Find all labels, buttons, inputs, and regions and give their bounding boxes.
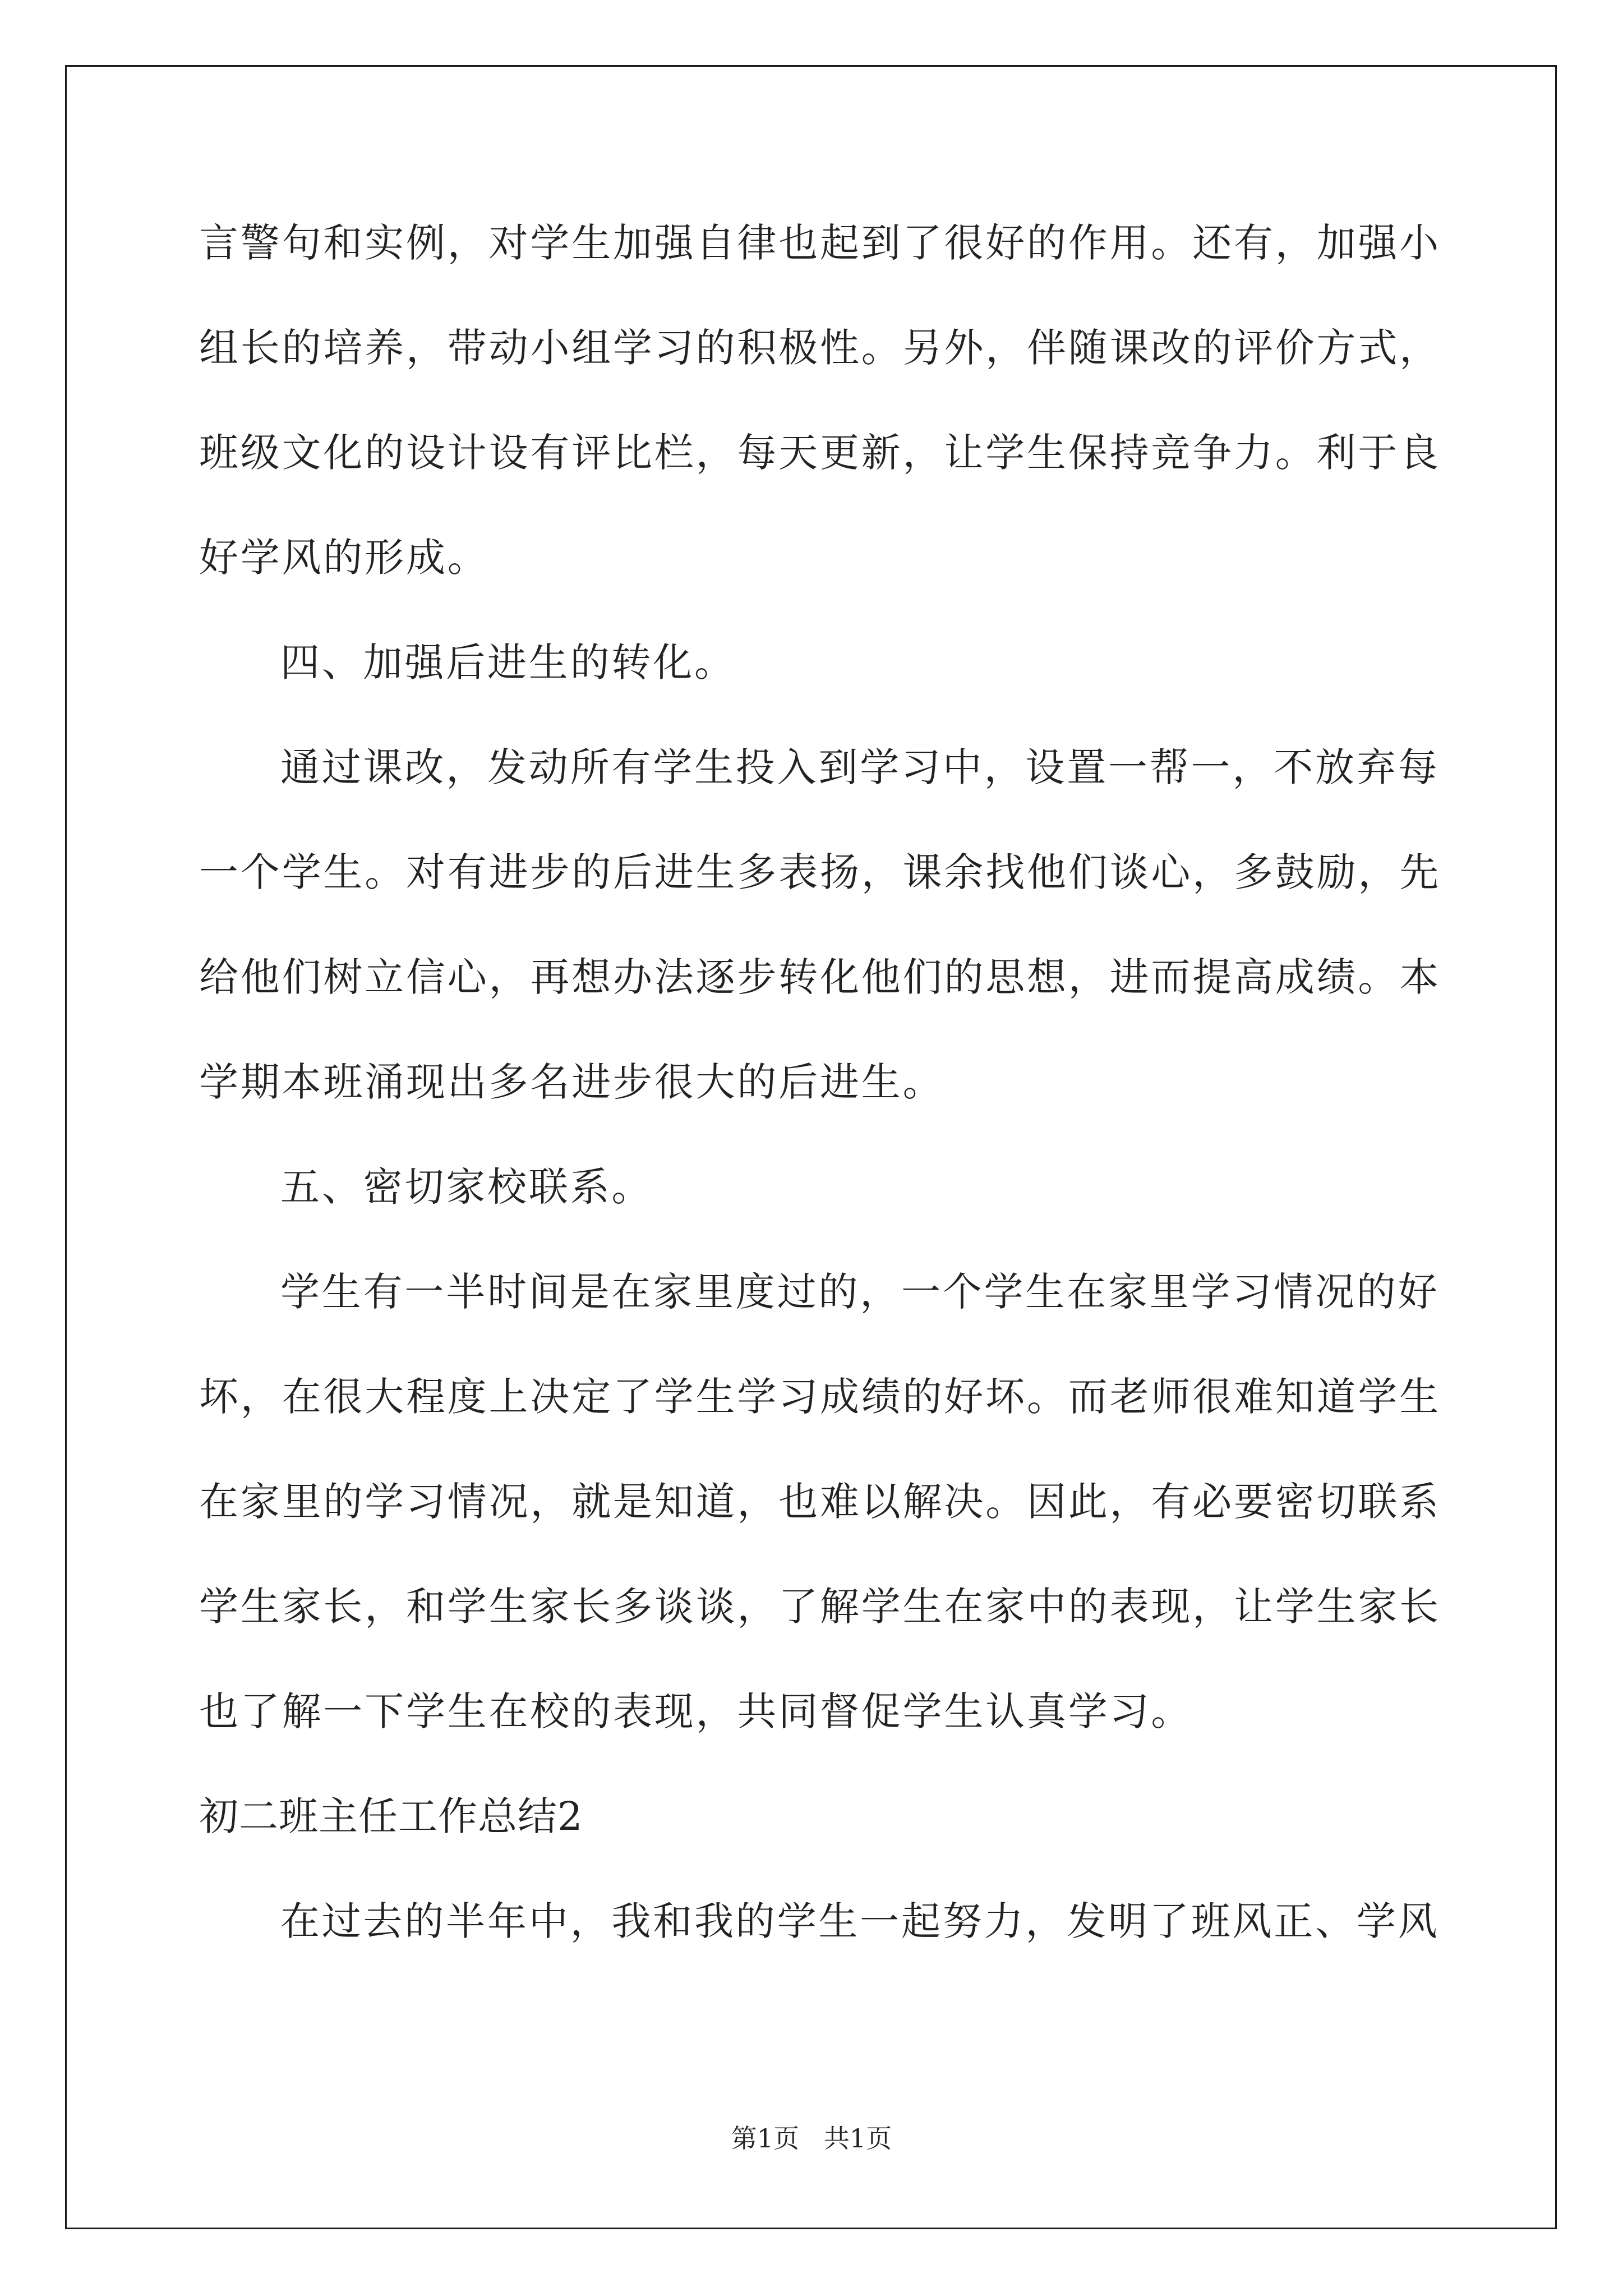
text-line: 学期本班涌现出多名进步很大的后进生。	[199, 1059, 944, 1105]
text-line: 在过去的半年中，我和我的学生一起努力，发明了班风正、学风	[280, 1898, 1440, 1944]
text-line: 也了解一下学生在校的表现，共同督促学生认真学习。	[199, 1688, 1193, 1734]
text-line: 言警句和实例，对学生加强自律也起到了很好的作用。还有，加强小	[199, 220, 1441, 266]
section-heading: 五、密切家校联系。	[280, 1164, 653, 1210]
text-line: 学生有一半时间是在家里度过的，一个学生在家里学习情况的好	[280, 1269, 1440, 1315]
text-line: 坏，在很大程度上决定了学生学习成绩的好坏。而老师很难知道学生	[199, 1374, 1441, 1420]
text-line: 通过课改，发动所有学生投入到学习中，设置一帮一，不放弃每	[280, 744, 1440, 790]
text-line: 在家里的学习情况，就是知道，也难以解决。因此，有必要密切联系	[199, 1479, 1441, 1525]
article-title: 初二班主任工作总结2	[199, 1793, 583, 1839]
text-line: 一个学生。对有进步的后进生多表扬，课余找他们谈心，多鼓励，先	[199, 849, 1441, 895]
text-line: 学生家长，和学生家长多谈谈，了解学生在家中的表现，让学生家长	[199, 1584, 1441, 1630]
page-footer: 第1页 共1页	[731, 2123, 892, 2154]
text-line: 班级文化的设计设有评比栏，每天更新，让学生保持竞争力。利于良	[199, 430, 1441, 476]
text-line: 好学风的形成。	[199, 535, 489, 581]
text-line: 给他们树立信心，再想办法逐步转化他们的思想，进而提高成绩。本	[199, 954, 1441, 1000]
section-heading: 四、加强后进生的转化。	[280, 639, 736, 685]
text-line: 组长的培养，带动小组学习的积极性。另外，伴随课改的评价方式，	[199, 325, 1441, 371]
